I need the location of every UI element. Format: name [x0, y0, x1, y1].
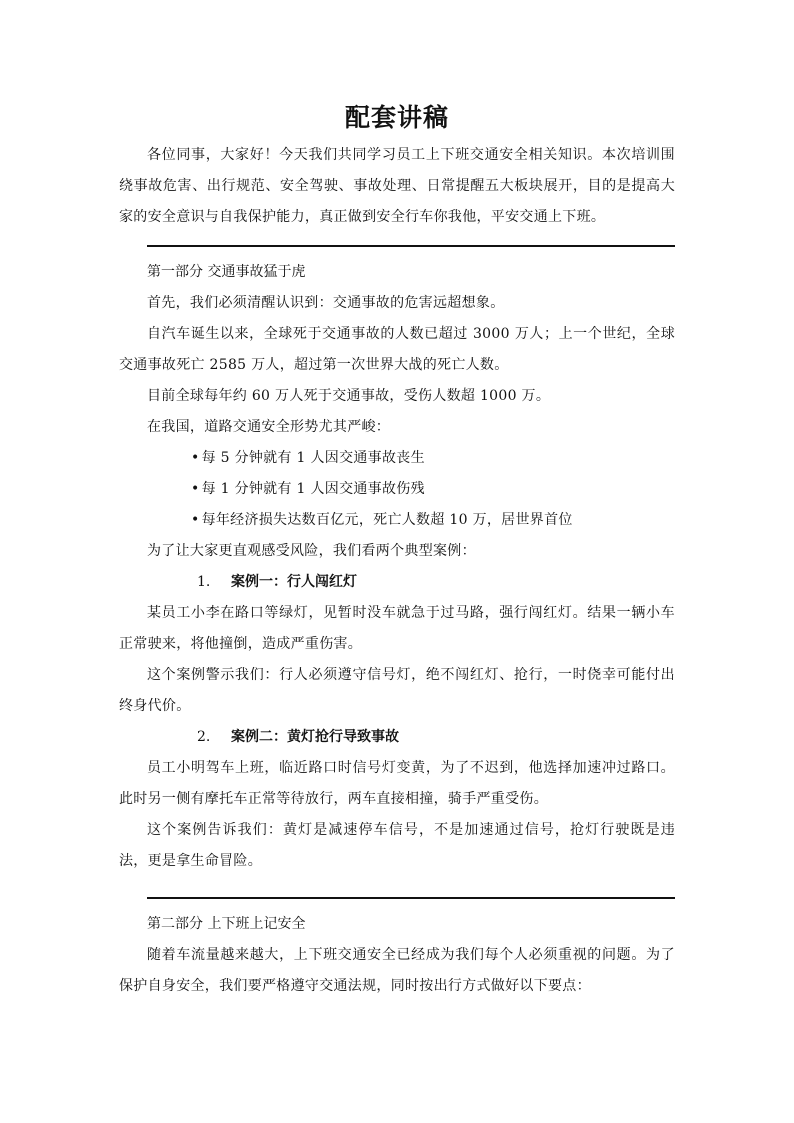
part1-heading: 第一部分 交通事故猛于虎	[147, 264, 306, 280]
part1-paragraph-4: 在我国，道路交通安全形势尤其严峻：	[147, 419, 391, 435]
document-body	[119, 96, 675, 1002]
bullet-icon: •	[191, 512, 200, 528]
part1-paragraph-5: 为了让大家更直观感受风险，我们看两个典型案例：	[147, 543, 476, 559]
part1-paragraph-1: 首先，我们必须清醒认识到：交通事故的危害远超想象。	[147, 295, 505, 311]
list-item	[191, 505, 675, 536]
list-item-text: 每 1 分钟就有 1 人因交通事故伤残	[201, 481, 425, 497]
case1-number: 1.	[197, 574, 211, 590]
document-title: 配套讲稿	[344, 103, 449, 132]
list-item	[191, 443, 675, 474]
part1-paragraph-3: 目前全球每年约 60 万人死于交通事故，受伤人数超 1000 万。	[147, 388, 551, 404]
case1-lesson: 这个案例警示我们：行人必须遵守信号灯，绝不闯红灯、抢行，一时侥幸可能付出终身代价。	[119, 667, 675, 714]
list-item-text: 每年经济损失达数百亿元，死亡人数超 10 万，居世界首位	[201, 512, 573, 528]
section-divider	[147, 897, 675, 899]
case2-number: 2.	[197, 729, 211, 745]
case1-story: 某员工小李在路口等绿灯，见暂时没车就急于过马路，强行闯红灯。结果一辆小车正常驶来，将他撞倒，造成严重伤害。	[119, 605, 675, 652]
case1-title: 案例一：行人闯红灯	[231, 574, 357, 590]
case2-title: 案例二：黄灯抢行导致事故	[231, 729, 399, 745]
statistics-list	[119, 443, 675, 536]
intro-paragraph: 各位同事，大家好！今天我们共同学习员工上下班交通安全相关知识。本次培训围绕事故危害、出行规范、安全驾驶、事故处理、日常提醒五大板块展开，目的是提高大家的安全意识与自我保护能力，真正做到安全行车你我他，平安交通上下班。	[119, 147, 675, 225]
bullet-icon: •	[191, 450, 200, 466]
part2-heading: 第二部分 上下班上记安全	[147, 916, 306, 932]
list-item	[191, 474, 675, 505]
case2-lesson: 这个案例告诉我们：黄灯是减速停车信号，不是加速通过信号，抢灯行驶既是违法，更是拿生命冒险。	[119, 822, 675, 869]
list-item-text: 每 5 分钟就有 1 人因交通事故丧生	[201, 450, 425, 466]
part1-paragraph-2: 自汽车诞生以来，全球死于交通事故的人数已超过 3000 万人；上一个世纪，全球交通事故死亡 2585 万人，超过第一次世界大战的死亡人数。	[119, 326, 675, 373]
case1-heading	[119, 567, 675, 598]
section-divider	[147, 245, 675, 247]
case2-story: 员工小明驾车上班，临近路口时信号灯变黄，为了不迟到，他选择加速冲过路口。此时另一侧有摩托车正常等待放行，两车直接相撞，骑手严重受伤。	[119, 760, 675, 807]
case2-heading	[119, 722, 675, 753]
bullet-icon: •	[191, 481, 200, 497]
part2-paragraph-1: 随着车流量越来越大，上下班交通安全已经成为我们每个人必须重视的问题。为了保护自身安全，我们要严格遵守交通法规，同时按出行方式做好以下要点：	[119, 947, 675, 994]
